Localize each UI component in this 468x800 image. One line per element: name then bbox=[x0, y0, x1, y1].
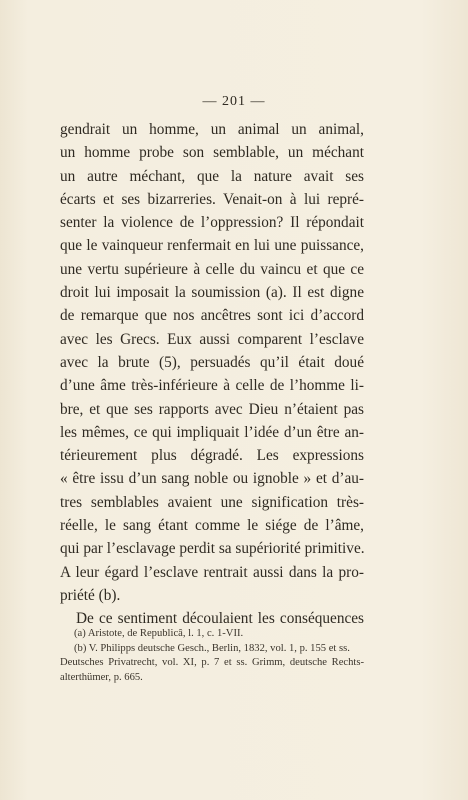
text-line: une vertu supérieure à celle du vaincu et que ce bbox=[60, 260, 364, 278]
footnote-continuation: Deutsches Privatrecht, vol. XI, p. 7 et ss. Grimm, deutsche Rechts- bbox=[60, 657, 364, 668]
text-line: priété (b). bbox=[60, 586, 121, 604]
text-line: térieurement plus dégradé. Les expressions bbox=[60, 447, 364, 465]
footnote: (b) V. Philipps deutsche Gesch., Berlin, 1832, vol. 1, p. 155 et ss. bbox=[74, 642, 350, 654]
text-line: qui par l’esclavage perdit sa supériorité primitive. bbox=[60, 540, 365, 558]
text-line: avec la brute (5), persuadés qu’il était doué bbox=[60, 353, 364, 371]
text-line: un homme probe son semblable, un méchant bbox=[60, 144, 364, 162]
text-line: droit lui imposait la soumission (a). Il est digne bbox=[60, 284, 364, 302]
text-line: senter la violence de l’oppression? Il répondait bbox=[60, 214, 364, 232]
text-line: les mêmes, ce qui impliquait l’idée d’un être an- bbox=[60, 423, 364, 441]
text-line: bre, et que ses rapports avec Dieu n’étaient pas bbox=[60, 400, 364, 418]
main-text bbox=[60, 118, 364, 631]
text-line: « être issu d’un sang noble ou ignoble » et d’au- bbox=[60, 470, 364, 488]
footnote-continuation: alterthümer, p. 665. bbox=[60, 671, 143, 683]
footnote: (a) Aristote, de Republicâ, l. 1, c. 1-VII. bbox=[74, 628, 244, 639]
page-number: — 201 — bbox=[202, 94, 266, 109]
text-line: De ce sentiment découlaient les conséquences bbox=[76, 610, 364, 628]
text-line: de remarque que nos ancêtres sont ici d’accord bbox=[60, 307, 364, 325]
text-line: d’une âme très-inférieure à celle de l’homme li- bbox=[60, 377, 364, 395]
text-line: que le vainqueur renfermait en lui une puissance, bbox=[60, 237, 364, 255]
text-line: écarts et ses bizarreries. Venait-on à lui repré- bbox=[60, 190, 364, 208]
text-line: A leur égard l’esclave rentrait aussi dans la pro- bbox=[60, 563, 364, 581]
footnotes bbox=[60, 627, 364, 685]
text-line: réelle, le sang étant comme le siége de l’âme, bbox=[60, 517, 364, 535]
text-line: gendrait un homme, un animal un animal, bbox=[60, 121, 364, 138]
text-line: avec les Grecs. Eux aussi comparent l’esclave bbox=[60, 330, 364, 348]
text-line: tres semblables avaient une signification très- bbox=[60, 493, 364, 511]
text-line: un autre méchant, que la nature avait ses bbox=[60, 167, 364, 185]
